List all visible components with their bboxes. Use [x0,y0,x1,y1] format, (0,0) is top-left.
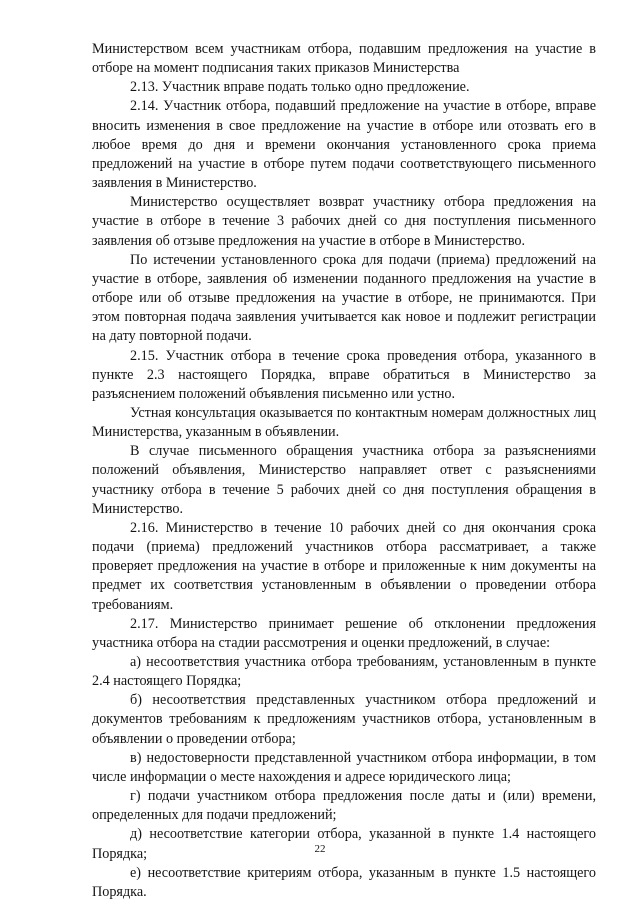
paragraph: По истечении установленного срока для подачи (приема) предложений на участие в отборе, заявления об изменении поданного предложения на участие в отборе или об отзыве предложения на участие в отборе, не принимаются. При этом повторная подача заявления учитывается как новое и подлежит регистрации на дату повторной подачи. [92,251,596,345]
paragraph: Министерство осуществляет возврат участнику отбора предложения на участие в отборе в течение 3 рабочих дней со дня поступления письменного заявления об отзыве предложения на участие в отборе в Министерство. [92,194,596,249]
paragraph: В случае письменного обращения участника отбора за разъяснениями положений объявления, Министерство направляет ответ с разъяснениями участнику отбора в течение 5 рабочих дней со дня поступления обращения в Министерство. [92,443,596,517]
paragraph: Устная консультация оказывается по контактным номерам должностных лиц Министерства, указанным в объявлении. [92,404,596,441]
document-body [92,40,596,902]
list-item: а) несоответствия участника отбора требованиям, установленным в пункте 2.4 настоящего Порядка; [92,654,596,690]
paragraph: 2.15. Участник отбора в течение срока проведения отбора, указанного в пункте 2.3 настоящего Порядка, вправе обратиться в Министерство за разъяснением положений объявления письменно или устно. [92,347,596,402]
paragraph: 2.13. Участник вправе подать только одно предложение. [130,79,470,96]
paragraph: 2.14. Участник отбора, подавший предложение на участие в отборе, вправе вносить изменения в свое предложение на участие в отборе или отозвать его в любое время до дня и времени окончания установленного срока приема предложений на участие в отборе путем подачи соответствующего письменного заявления в Министерство. [92,98,596,192]
list-item: д) несоответствие категории отбора, указанной в пункте 1.4 настоящего Порядка; [92,826,596,862]
list-item: б) несоответствия представленных участником отбора предложений и документов требованиям к предложениям участников отбора, установленным в объявлении о проведении отбора; [92,692,596,747]
paragraph: Министерством всем участникам отбора, подавшим предложения на участие в отборе на момент подписания таких приказов Министерства [92,41,596,77]
paragraph: 2.17. Министерство принимает решение об отклонении предложения участника отбора на стадии рассмотрения и оценки предложений, в случае: [92,615,596,651]
list-item: е) несоответствие критериям отбора, указанным в пункте 1.5 настоящего Порядка. [92,864,596,900]
page-number: 22 [314,843,326,855]
list-item: г) подачи участником отбора предложения после даты и (или) времени, определенных для подачи предложений; [92,788,596,824]
paragraph: 2.16. Министерство в течение 10 рабочих дней со дня окончания срока подачи (приема) предложений участников отбора рассматривает, а также проверяет предложения на участие в отборе и приложенные к ним документы на предмет их соответствия установленным в объявлении о проведении отбора требованиям. [92,519,596,613]
list-item: в) недостоверности представленной участником отбора информации, в том числе информации о месте нахождения и адресе юридического лица; [92,749,596,785]
